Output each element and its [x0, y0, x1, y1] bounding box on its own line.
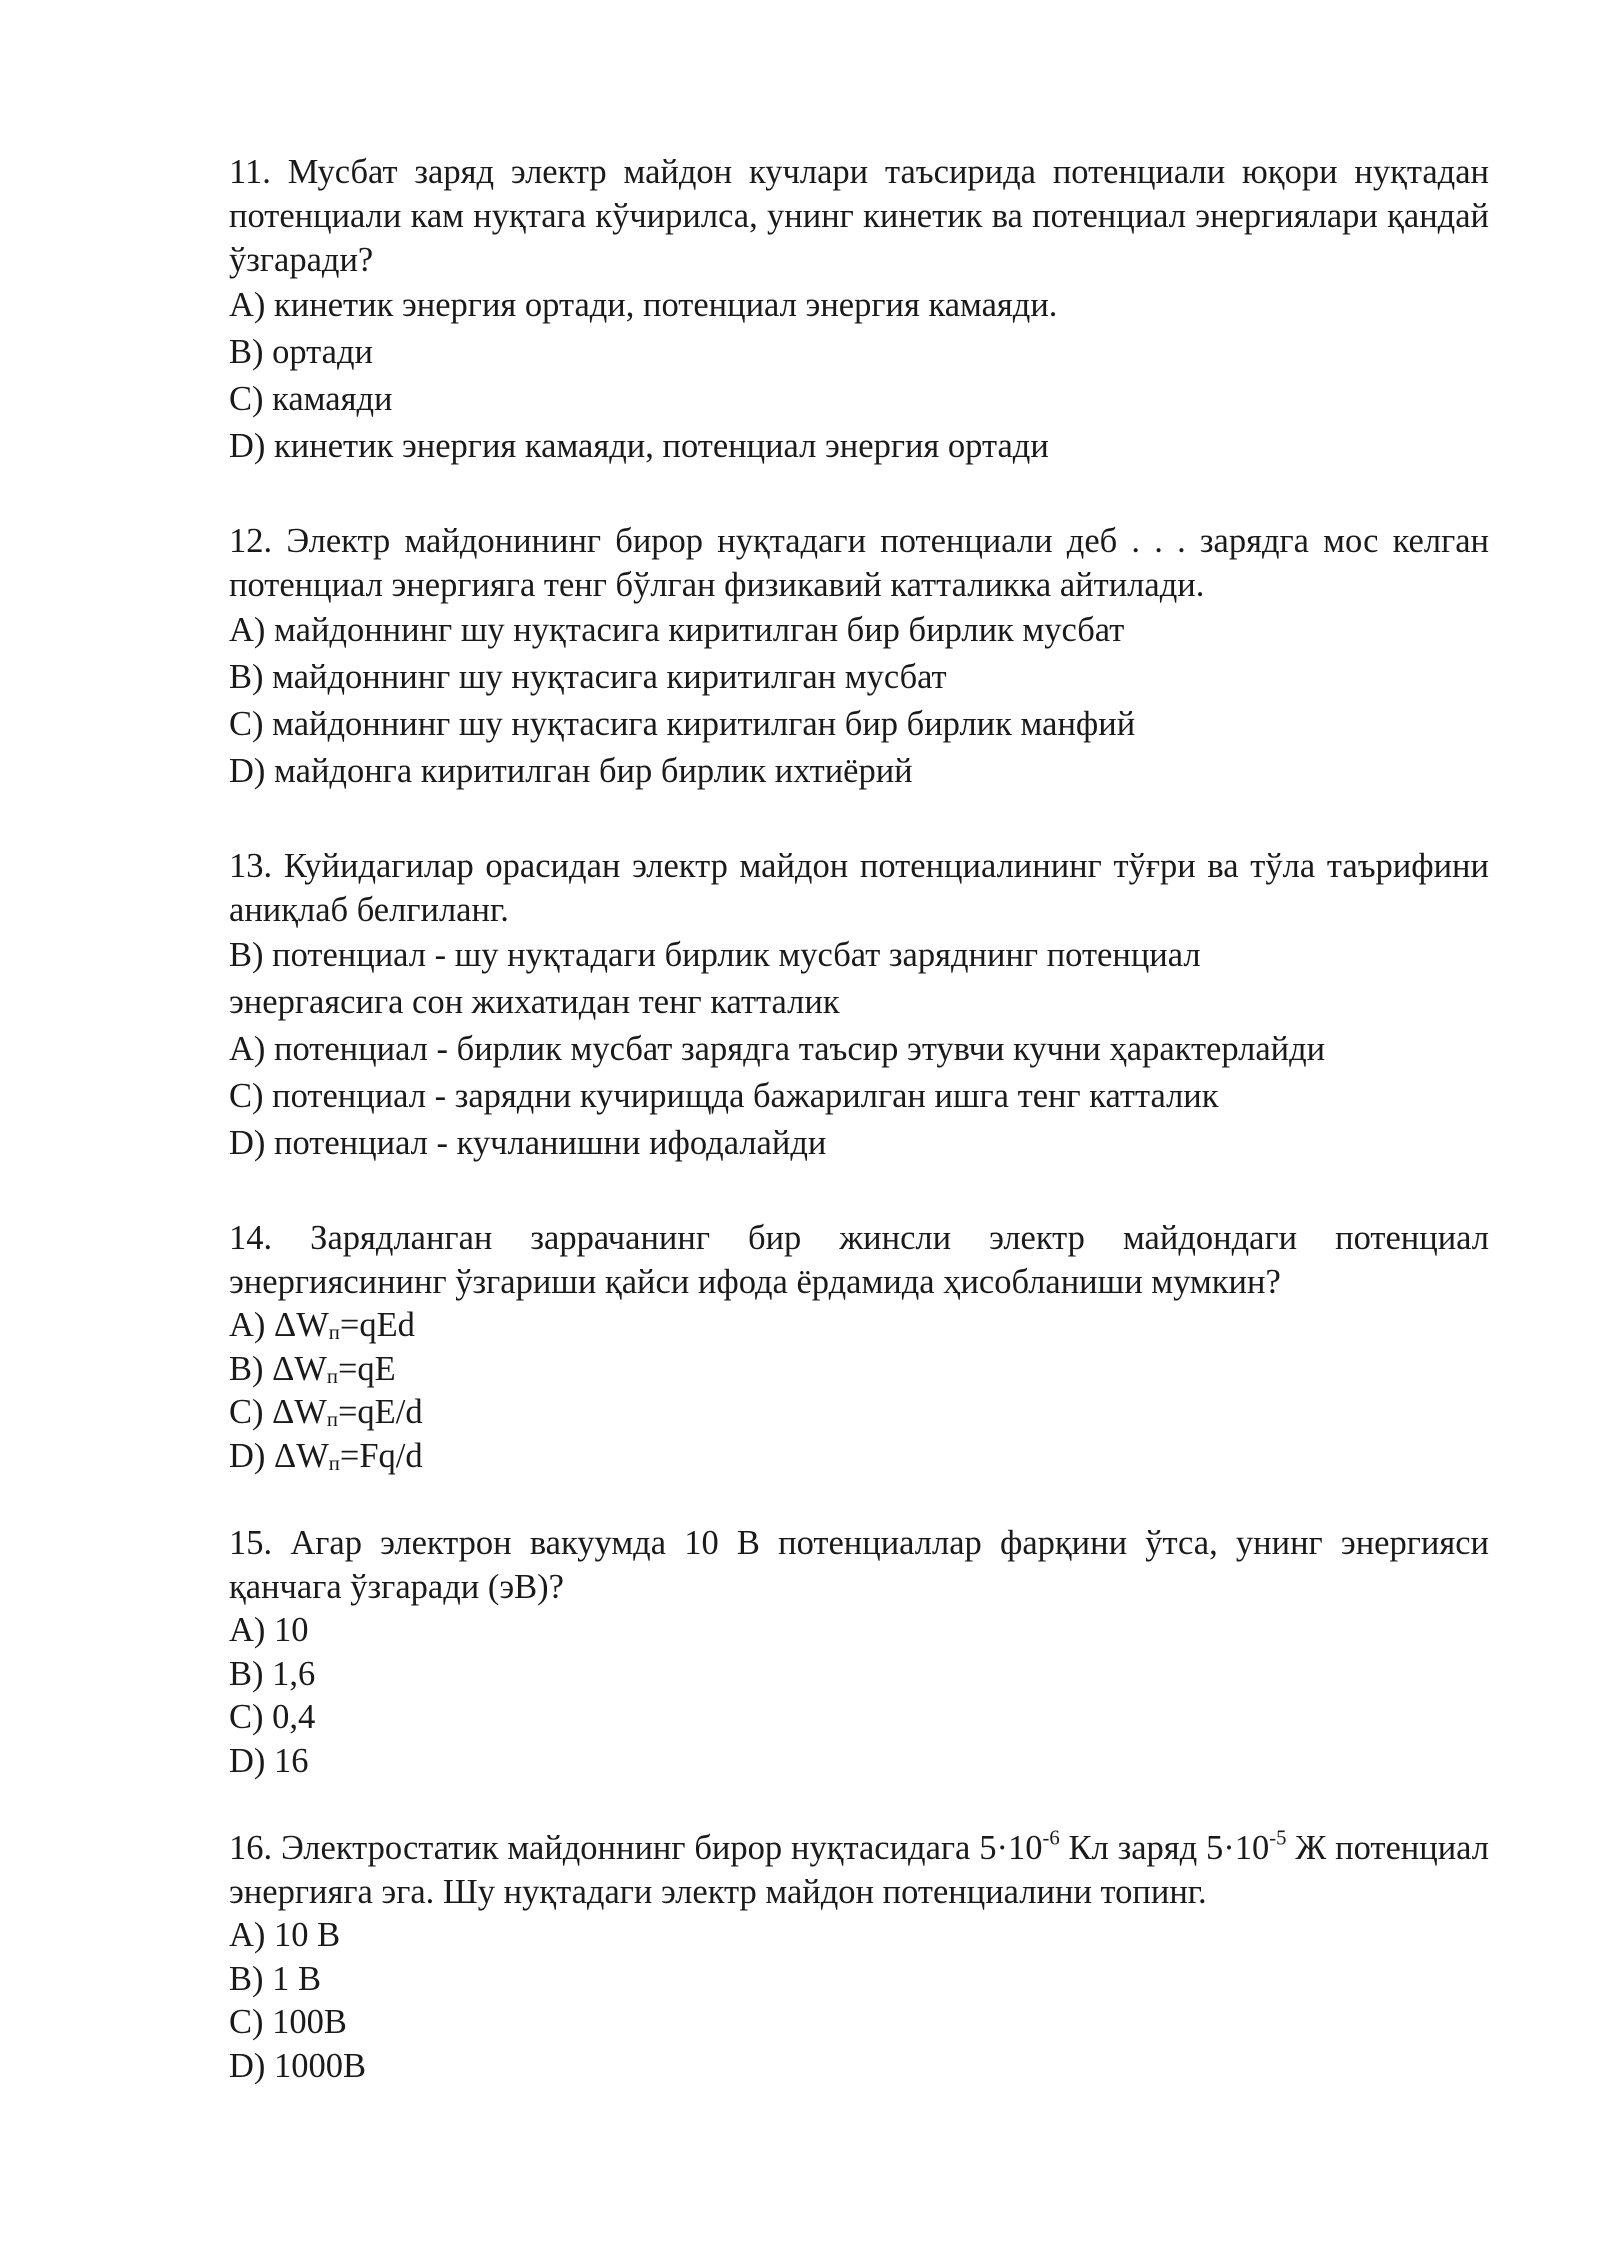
formula-prefix: D) ΔW: [229, 1436, 329, 1475]
formula-prefix: C) ΔW: [229, 1393, 327, 1431]
answer-option-a: A) майдоннинг шу нуқтасига киритилган бир бирлик мусбат: [229, 611, 1125, 649]
stem-text: Ж потенциал энергияга эга. Шу нуқтадаги электр майдон потенциалини топинг.: [229, 1829, 1489, 1911]
answer-option-b: B) потенциал - шу нуқтадаги бирлик мусбат заряднинг потенциал: [229, 936, 1201, 974]
answer-option-d: D) 16: [229, 1741, 309, 1780]
answer-option-c: C) майдоннинг шу нуқтасига киритилган бир бирлик манфий: [229, 705, 1136, 743]
formula-subscript: п: [326, 1409, 338, 1432]
formula-suffix: =qE: [337, 1349, 396, 1388]
answer-option-d: D) кинетик энергия камаяди, потенциал энергия ортади: [229, 427, 1049, 465]
question-15: [229, 1521, 1489, 1783]
question-13: [229, 844, 1489, 1167]
question-stem: [229, 1826, 1489, 1914]
question-stem: 12. Электр майдонининг бирор нуқтадаги потенциали деб . . . зарядга мос келган потенциал энергияга тенг бўлган физикавий катталикка айтилади.: [229, 522, 1489, 604]
formula-suffix: =qE/d: [337, 1393, 423, 1431]
answer-option-b: B) майдоннинг шу нуқтасига киритилган мусбат: [229, 658, 947, 696]
answer-option-b: B) 1,6: [229, 1654, 316, 1693]
formula-subscript: п: [328, 1452, 340, 1475]
question-14: [229, 1216, 1489, 1478]
answer-option-a: A) потенциал - бирлик мусбат зарядга таъсир этувчи кучни ҳарактерлайди: [229, 1030, 1326, 1068]
answer-option-d: D) 1000В: [229, 2046, 367, 2085]
answer-option-d: D) майдонга киритилган бир бирлик ихтиёрий: [229, 752, 913, 790]
answer-option-a: A) 10 В: [229, 1916, 341, 1954]
answer-option-c: C) камаяди: [229, 380, 393, 418]
answer-option-c: C) 0,4: [229, 1698, 316, 1736]
exponent: -6: [1042, 1827, 1060, 1850]
formula-suffix: =Fq/d: [339, 1436, 423, 1475]
stem-text: Кл заряд 5·10: [1059, 1829, 1270, 1867]
formula-prefix: A) ΔW: [229, 1306, 329, 1344]
answer-option-a: A) 10: [229, 1611, 309, 1649]
answer-option-b-continued: энергаясига сон жихатидан тенг катталик: [229, 983, 840, 1021]
stem-text: 16. Электростатик майдоннинг бирор нуқтасидага 5·10: [229, 1829, 1043, 1867]
answer-option-d: [229, 1435, 1489, 1479]
question-stem: 14. Зарядланган заррачанинг бир жинсли электр майдондаги потенциал энергиясининг ўзгариши қайси ифода ёрдамида ҳисобланиши мумкин?: [229, 1219, 1489, 1301]
formula-suffix: =qEd: [339, 1306, 415, 1344]
question-11: [229, 150, 1489, 470]
answer-option-a: A) кинетик энергия ортади, потенциал энергия камаяди.: [229, 286, 1058, 324]
answer-option-b: B) ортади: [229, 333, 373, 371]
exponent: -5: [1269, 1827, 1287, 1850]
question-stem: 15. Агар электрон вакуумда 10 В потенциаллар фарқини ўтса, унинг энергияси қанчага ўзгаради (эВ)?: [229, 1524, 1489, 1606]
formula-prefix: B) ΔW: [229, 1349, 327, 1388]
document-page: [229, 150, 1489, 2088]
answer-option-b: [229, 1348, 1489, 1392]
answer-option-c: C) потенциал - зарядни кучирищда бажарилган ишга тенг катталик: [229, 1077, 1219, 1115]
question-stem: 11. Мусбат заряд электр майдон кучлари таъсирида потенциали юқори нуқтадан потенциали кам нуқтага кўчирилса, унинг кинетик ва потенциал энергиялари қандай ўзгаради?: [229, 153, 1489, 279]
answer-option-d: D) потенциал - кучланишни ифодалайди: [229, 1124, 827, 1162]
answer-option-b: B) 1 В: [229, 1959, 322, 1998]
formula-subscript: п: [328, 1322, 340, 1345]
question-stem: 13. Куйидагилар орасидан электр майдон потенциалининг тўғри ва тўла таърифини аниқлаб белгиланг.: [229, 847, 1489, 929]
answer-option-a: [229, 1304, 1489, 1348]
question-12: [229, 519, 1489, 795]
answer-option-c: C) 100В: [229, 2003, 347, 2041]
question-16: [229, 1826, 1489, 2088]
formula-subscript: п: [326, 1365, 338, 1388]
answer-option-c: [229, 1391, 1489, 1435]
